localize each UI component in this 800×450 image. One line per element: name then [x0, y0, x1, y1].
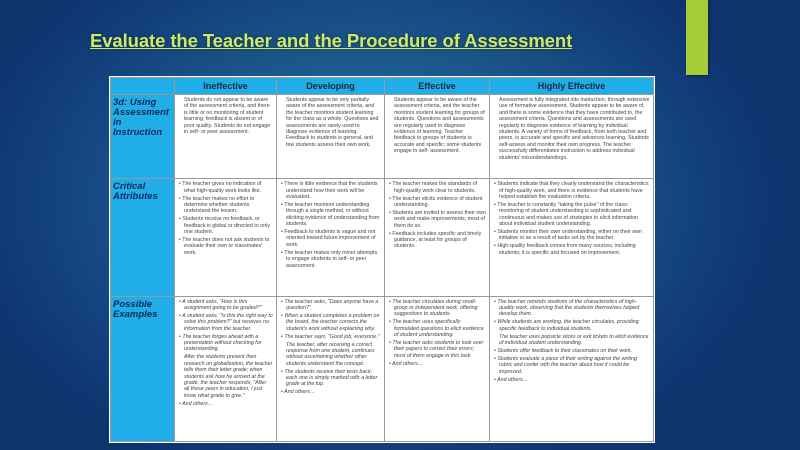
bullet-item [388, 299, 486, 318]
bullet-item [178, 237, 273, 256]
column-header: Highly Effective [490, 78, 654, 95]
bullet-item [493, 181, 650, 200]
item-text: The teacher does not ask students to evaluate their own or classmates' work. [182, 236, 270, 256]
bullet-icon: • [281, 333, 285, 340]
table-cell [490, 95, 654, 179]
item-text: The teacher, after receiving a correct response from one student, continues without ascertaining whether other students understand the concept. [286, 341, 375, 367]
item-text: The teacher asks students to look over their papers to correct their errors; most of them engage in this task. [392, 340, 484, 359]
bullet-item [178, 299, 273, 312]
paragraph [178, 354, 273, 399]
bullet-icon: • [389, 181, 393, 188]
bullet-item [388, 196, 486, 209]
item-text: Students indicate that they clearly understand the characteristics of high-quality work, and there is evidence that students have helped establish the evaluation criteria. [497, 181, 649, 201]
item-text: Assessment is fully integrated into instruction, through extensive use of formative assessment. Students appear to be aware of, and there is some evidence that they have contributed to, the assessment criteria. Questions and assessments are used regularly to diagnose evidence of learning by individual students. A variety of forms of feedback, from both teacher and peers, is accurate and specific and advances learning. Students self-assess and monitor their own progress. The teacher successfully differentiates instruction to address individual students' misunderstandings. [499, 97, 650, 161]
item-text: The teacher elicits evidence of student understanding. [392, 195, 483, 208]
item-text: Students appear to be aware of the assessment criteria, and the teacher monitors student learning for groups of students. Questions and assessments are regularly used to diagnose evidence of learning. Teacher feedback to groups of students is accurate and specific; some students engage in self- assessment. [394, 97, 485, 155]
paragraph [388, 97, 486, 155]
bullet-icon: • [494, 347, 498, 354]
item-text: The teacher makes only minor attempts to engage students in self- or peer assessment. [284, 249, 378, 269]
bullet-icon: • [494, 229, 498, 236]
bullet-item [280, 250, 381, 269]
item-text: Students receive no feedback, or feedback is global or directed to only one student. [182, 216, 270, 236]
item-text: The teacher makes no effort to determine whether students understand the lesson. [182, 195, 255, 215]
bullet-icon: • [389, 195, 393, 202]
bullet-item [493, 356, 650, 375]
bullet-icon: • [389, 230, 393, 237]
item-text: The teacher says, "Good job, everyone." [284, 333, 380, 340]
bullet-item [280, 229, 381, 248]
bullet-icon: • [494, 355, 498, 362]
rubric-table-frame [109, 76, 655, 443]
item-text: A student asks, "Is this the right way to solve this problem?" but receives no information from the teacher. [182, 312, 273, 332]
bullet-item [388, 361, 486, 367]
bullet-icon: • [389, 360, 393, 367]
row-header: 3d: Using Assessment in Instruction [111, 95, 175, 179]
bullet-icon: • [179, 298, 183, 305]
bullet-item [280, 202, 381, 228]
item-text: And others… [392, 360, 424, 367]
bullet-item [493, 348, 650, 354]
bullet-item [280, 181, 381, 200]
bullet-item [493, 299, 650, 318]
paragraph [280, 97, 381, 148]
item-text: The teacher uses popsicle sticks or exit tickets to elicit evidence of individual student understanding. [499, 333, 649, 346]
item-text: High-quality feedback comes from many sources, including students; it is specific and focused on improvement. [497, 243, 636, 256]
bullet-item [493, 377, 650, 383]
rubric-table [110, 77, 654, 442]
item-text: The teacher circulates during small- group or independent work, offering suggestions to students. [392, 298, 478, 318]
item-text: When a student completes a problem on the board, the teacher corrects the student's work without explaining why. [284, 312, 380, 332]
column-header: Developing [277, 78, 385, 95]
item-text: The teacher asks, "Does anyone have a question?" [284, 298, 379, 311]
bullet-item [280, 299, 381, 312]
bullet-item [280, 389, 381, 395]
bullet-icon: • [389, 209, 393, 216]
item-text: Students appear to be only partially aware of the assessment criteria, and the teacher monitors student learning for the class as a whole. Questions and assessments are rarely used to diagnose evidence of learning. Feedback to students is general, and few students assess their own work. [286, 97, 379, 148]
bullet-icon: • [179, 400, 183, 407]
item-text: After the students present their research on globalization, the teacher tells them their letter grade; when students ask how he arrived at the grade, the teacher responds, "After all these years in education, I just know what grade to give." [184, 354, 273, 399]
bullet-icon: • [494, 243, 498, 250]
column-header: Effective [385, 78, 490, 95]
bullet-icon: • [179, 236, 183, 243]
bullet-icon: • [389, 340, 393, 346]
bullet-icon: • [281, 181, 285, 188]
bullet-icon: • [281, 312, 285, 319]
item-text: While students are working, the teacher circulates, providing specific feedback to individual students. [497, 319, 639, 332]
bullet-item [388, 231, 486, 250]
bullet-icon: • [494, 298, 498, 305]
bullet-item [280, 313, 381, 332]
column-header: Ineffective [175, 78, 277, 95]
paragraph [493, 97, 650, 161]
table-row [111, 95, 654, 179]
bullet-icon: • [281, 229, 285, 236]
table-cell [175, 95, 277, 179]
item-text: The teacher makes the standards of high-quality work clear to students. [392, 181, 478, 194]
item-text: The teacher gives no indication of what high-quality work looks like. [182, 181, 262, 194]
accent-bar [686, 0, 708, 75]
item-text: A student asks, "How is this assignment going to be graded?" [182, 298, 262, 311]
item-text: Feedback includes specific and timely guidance, at least for groups of students. [392, 230, 482, 250]
bullet-icon: • [494, 181, 498, 188]
bullet-icon: • [494, 376, 498, 383]
bullet-item [388, 340, 486, 359]
bullet-icon: • [389, 319, 393, 326]
bullet-icon: • [281, 368, 285, 375]
paragraph [493, 334, 650, 347]
bullet-item [493, 319, 650, 332]
item-text: The teacher is constantly "taking the pulse" of the class; monitoring of student understanding is sophisticated and continuous and makes use of strategies to elicit information about individual student understanding. [497, 201, 638, 228]
corner-header [111, 78, 175, 95]
table-cell [277, 179, 385, 296]
bullet-icon: • [494, 319, 498, 326]
item-text: The students receive their tests back; each one is simply marked with a letter grade at the top. [284, 368, 378, 388]
item-text: The teacher reminds students of the characteristics of high-quality work, observing that the students themselves helped develop them. [497, 298, 640, 318]
table-cell [490, 296, 654, 441]
item-text: And others… [497, 376, 529, 383]
item-text: Students do not appear to be aware of the assessment criteria, and there is little or no monitoring of student learning; feedback is absent or of poor quality. Students do not engage in self- or peer assessment. [184, 97, 271, 136]
table-cell [175, 179, 277, 296]
item-text: Students evaluate a piece of their writing against the writing rubric and confer with the teacher about how it could be improved. [497, 355, 637, 375]
item-text: Students are invited to assess their own work and make improvements; most of them do so. [392, 209, 486, 229]
table-cell [175, 296, 277, 441]
item-text: The teacher uses specifically formulated questions to elicit evidence of student understanding. [392, 319, 484, 339]
item-text: The teacher forges ahead with a presentation without checking for understanding. [182, 333, 262, 353]
bullet-item [388, 319, 486, 338]
bullet-icon: • [494, 201, 498, 208]
bullet-item [280, 334, 381, 340]
table-cell [277, 296, 385, 441]
table-cell [277, 95, 385, 179]
bullet-item [280, 369, 381, 388]
bullet-item [388, 210, 486, 229]
bullet-icon: • [179, 195, 183, 202]
bullet-icon: • [179, 333, 183, 340]
bullet-item [178, 181, 273, 194]
bullet-item [493, 243, 650, 256]
item-text: And others… [284, 389, 316, 396]
bullet-item [178, 196, 273, 215]
paragraph [178, 97, 273, 135]
bullet-icon: • [281, 201, 285, 208]
item-text: The teacher monitors understanding through a single method, or without eliciting evidence of understanding from students. [284, 201, 380, 228]
bullet-icon: • [179, 312, 183, 319]
row-header: Critical Attributes [111, 179, 175, 296]
bullet-item [178, 401, 273, 407]
item-text: Feedback to students is vague and not oriented toward future improvement of work. [284, 229, 376, 248]
table-row [111, 296, 654, 441]
item-text: Students offer feedback to their classmates on their work. [497, 347, 633, 354]
table-cell [490, 179, 654, 296]
bullet-icon: • [281, 389, 285, 396]
bullet-item [388, 181, 486, 194]
item-text: There is little evidence that the students understand how their work will be evaluated. [284, 181, 378, 201]
bullet-icon: • [179, 216, 183, 223]
table-cell [385, 296, 490, 441]
paragraph [280, 342, 381, 368]
bullet-icon: • [179, 181, 183, 188]
bullet-icon: • [389, 298, 393, 305]
row-header: Possible Examples [111, 296, 175, 441]
item-text: Students monitor their own understanding, either on their own initiative or as a result of tasks set by the teacher. [497, 229, 642, 242]
table-cell [385, 179, 490, 296]
table-row [111, 179, 654, 296]
bullet-icon: • [281, 249, 285, 256]
bullet-item [178, 216, 273, 235]
table-cell [385, 95, 490, 179]
header-row [111, 78, 654, 95]
slide-title: Evaluate the Teacher and the Procedure of Assessment [90, 30, 573, 51]
bullet-item [493, 229, 650, 242]
item-text: And others… [182, 400, 214, 407]
bullet-icon: • [281, 298, 285, 305]
bullet-item [493, 202, 650, 228]
bullet-item [178, 313, 273, 332]
bullet-item [178, 334, 273, 353]
